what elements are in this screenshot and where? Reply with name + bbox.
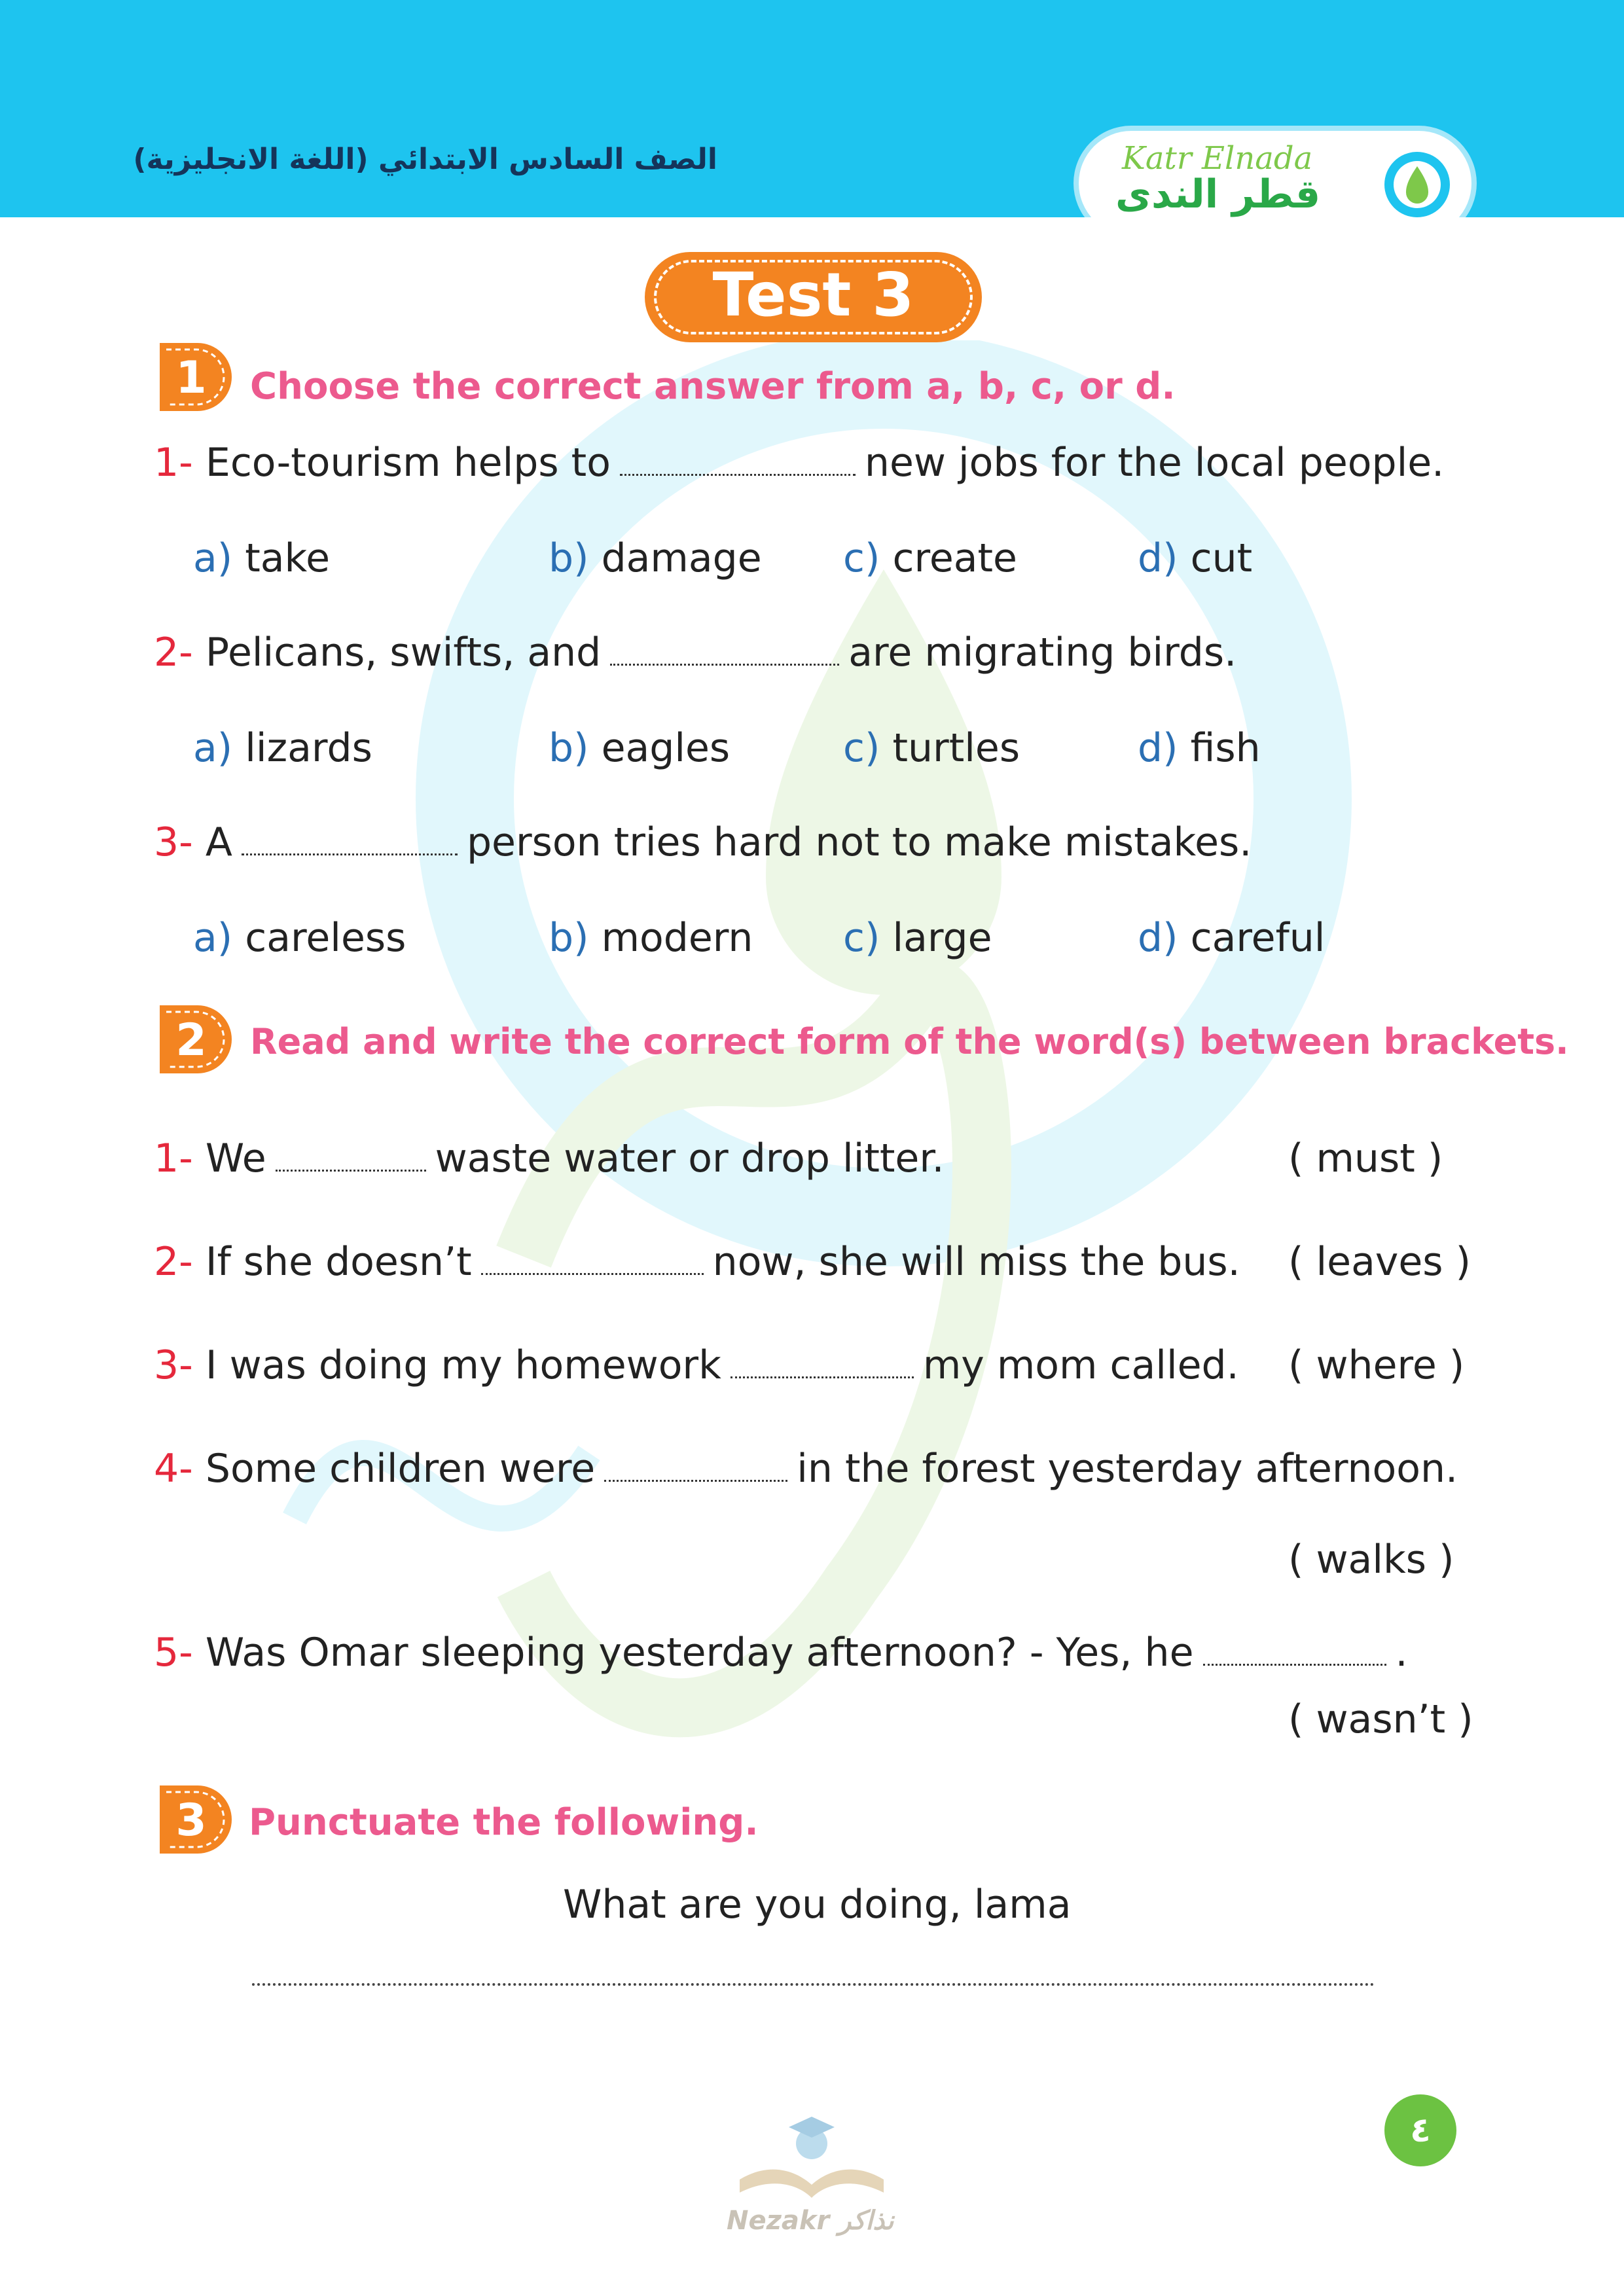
section-2-number-badge [157, 1003, 236, 1076]
form-question-1: 1- We waste water or drop litter. [154, 1136, 945, 1181]
option-b[interactable]: b) modern [549, 915, 753, 961]
form-question-3: 3- I was doing my homework my mom called. [154, 1342, 1239, 1388]
graduate-book-icon [720, 2108, 903, 2206]
answer-blank[interactable] [1203, 1634, 1386, 1666]
bracket-hint: ( leaves ) [1288, 1239, 1471, 1285]
punctuate-sentence: What are you doing, lama [563, 1882, 1072, 1928]
option-b[interactable]: b) damage [549, 535, 762, 581]
bracket-hint: ( wasn’t ) [1288, 1696, 1473, 1742]
form-question-4: 4- Some children were in the forest yesterday afternoon. [154, 1446, 1458, 1492]
section-2-title: Read and write the correct form of the word(s) between brackets. [250, 1021, 1569, 1062]
footer-brand-logo [720, 2108, 903, 2238]
logo-arabic-text: قطر الندى [1115, 171, 1321, 217]
option-d[interactable]: d) fish [1138, 725, 1261, 771]
question-text-after: new jobs for the local people. [864, 440, 1445, 486]
question-text-before: Pelicans, swifts, and [205, 630, 602, 675]
section-3-title: Punctuate the following. [249, 1801, 759, 1844]
grade-label: الصف السادس الابتدائي (اللغة الانجليزية) [133, 143, 717, 176]
question-text-before: A [205, 819, 232, 865]
form-question-5: 5- Was Omar sleeping yesterday afternoon? - Yes, he . [154, 1630, 1408, 1676]
section-1-number-badge [157, 340, 236, 414]
bracket-hint: ( where ) [1288, 1342, 1465, 1388]
option-c[interactable]: c) create [843, 535, 1017, 581]
bracket-hint: ( walks ) [1288, 1537, 1454, 1583]
test-title-badge [645, 252, 982, 342]
answer-blank[interactable] [604, 1450, 787, 1482]
answer-blank[interactable] [242, 823, 458, 855]
option-b[interactable]: b) eagles [549, 725, 731, 771]
answer-blank[interactable] [610, 634, 839, 666]
question-text-after: person tries hard not to make mistakes. [466, 819, 1252, 865]
option-a[interactable]: a) careless [193, 915, 406, 961]
mcq-question-3 [154, 819, 1252, 865]
section-3-number-badge [157, 1783, 236, 1856]
option-d[interactable]: d) cut [1138, 535, 1253, 581]
section-number: 1 [175, 352, 207, 404]
bracket-hint: ( must ) [1288, 1136, 1443, 1181]
option-a[interactable]: a) take [193, 535, 331, 581]
question-number: 1- [154, 440, 193, 486]
form-question-2: 2- If she doesn’t now, she will miss the bus. [154, 1239, 1240, 1285]
publisher-logo [1079, 131, 1471, 236]
answer-line[interactable] [252, 1983, 1375, 1986]
question-number: 3- [154, 819, 193, 865]
page-number: ٤ [1384, 2094, 1456, 2166]
question-text-after: are migrating birds. [848, 630, 1237, 675]
logo-latin-text: Katr Elnada [1122, 140, 1313, 177]
section-1-title: Choose the correct answer from a, b, c, or d. [250, 365, 1176, 408]
option-a[interactable]: a) lizards [193, 725, 372, 771]
answer-blank[interactable] [731, 1346, 914, 1378]
section-number: 3 [175, 1795, 207, 1846]
option-c[interactable]: c) large [843, 915, 992, 961]
answer-blank[interactable] [276, 1139, 426, 1172]
water-drop-icon [1381, 144, 1453, 223]
question-number: 2- [154, 630, 193, 675]
mcq-question-2 [154, 630, 1236, 675]
test-title: Test 3 [712, 260, 914, 330]
option-d[interactable]: d) careful [1138, 915, 1326, 961]
question-text-before: Eco-tourism helps to [205, 440, 611, 486]
answer-blank[interactable] [620, 444, 856, 476]
mcq-question-1 [154, 440, 1444, 486]
footer-brand-text: Nezakr نذاكر [727, 2206, 894, 2236]
option-c[interactable]: c) turtles [843, 725, 1020, 771]
section-number: 2 [175, 1014, 207, 1066]
answer-blank[interactable] [481, 1243, 704, 1275]
